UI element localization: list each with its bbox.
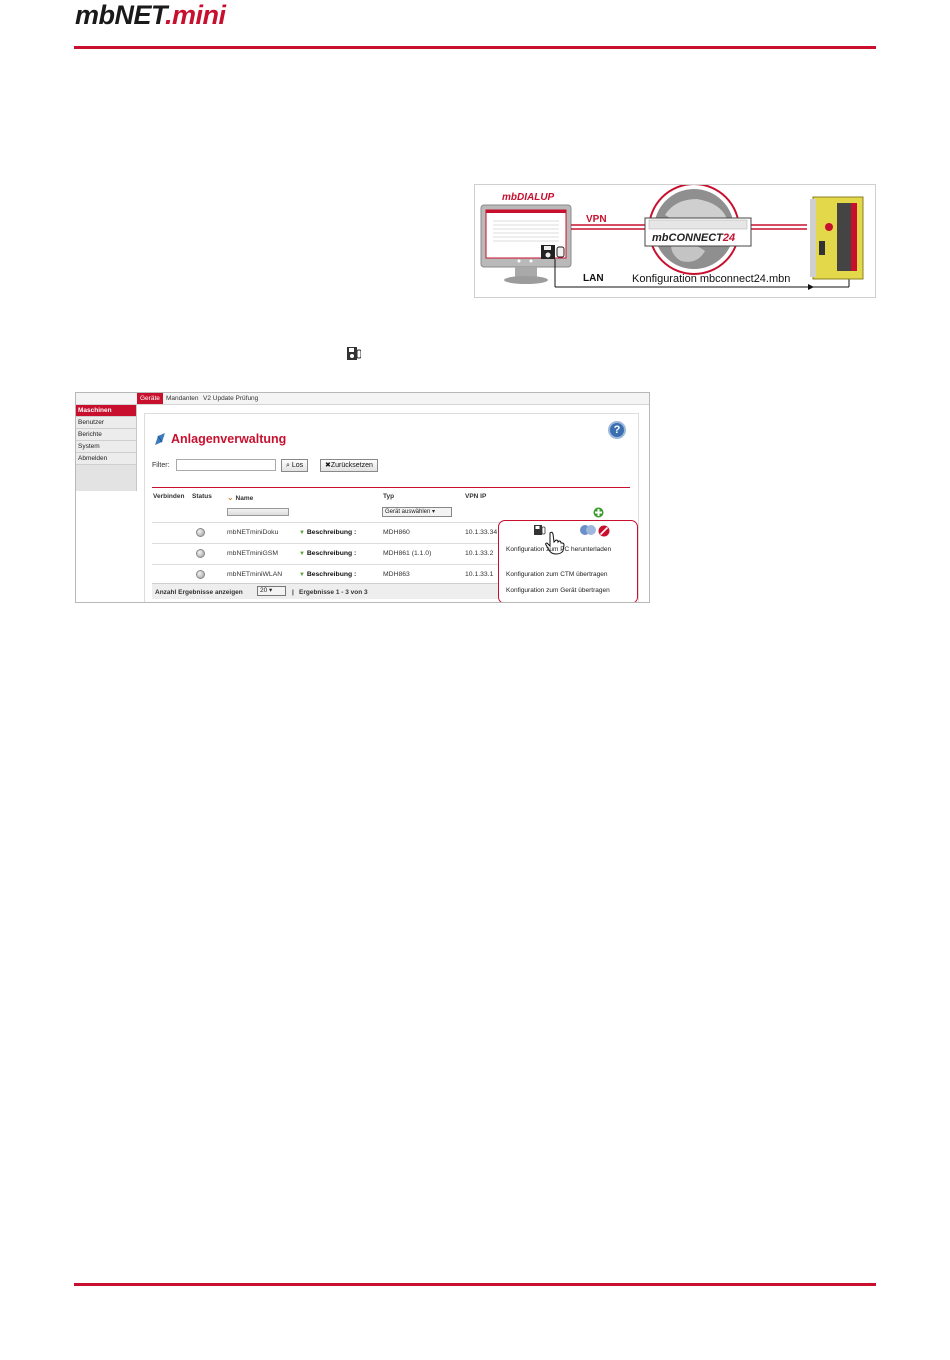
col-name[interactable] bbox=[227, 493, 253, 502]
filter-input[interactable] bbox=[176, 459, 276, 471]
dropdown-arrow-icon: ▾ bbox=[269, 587, 273, 594]
device-type-select-value: Gerät auswählen bbox=[385, 509, 431, 515]
floppy-save-icon bbox=[347, 347, 361, 361]
results-per-page-select[interactable] bbox=[257, 586, 286, 596]
row-description-label: Beschreibung : bbox=[306, 550, 357, 557]
status-icon bbox=[196, 549, 205, 558]
row-name: mbNETminiGSM bbox=[227, 550, 278, 557]
status-icon bbox=[196, 570, 205, 579]
device-type-select[interactable] bbox=[382, 507, 452, 517]
dropdown-arrow-icon: ▾ bbox=[432, 509, 436, 515]
row-type: MDH863 bbox=[383, 571, 410, 578]
results-separator: | bbox=[292, 589, 294, 596]
header-rule bbox=[74, 46, 876, 49]
tab-v2-update[interactable]: V2 Update Prüfung bbox=[203, 395, 259, 402]
row-ip: 10.1.33.34 bbox=[465, 529, 498, 536]
network-diagram bbox=[474, 184, 876, 298]
sidebar-item-abmelden[interactable]: Abmelden bbox=[76, 453, 136, 465]
sidebar-item-maschinen[interactable]: Maschinen bbox=[76, 405, 136, 417]
tab-geraete[interactable]: Geräte bbox=[137, 393, 163, 404]
top-navigation bbox=[76, 393, 650, 405]
logo bbox=[75, 0, 226, 31]
row-description-label: Beschreibung : bbox=[306, 571, 357, 578]
help-icon[interactable]: ? bbox=[608, 421, 626, 439]
menu-item-download-pc[interactable]: Konfiguration zum PC herunterladen bbox=[506, 546, 612, 553]
dialup-label: mbDIALUP bbox=[502, 192, 555, 203]
search-icon: ⌕ bbox=[286, 462, 290, 469]
mbconnect-label bbox=[652, 232, 735, 244]
row-description[interactable] bbox=[299, 550, 356, 557]
expand-arrow-icon: ▼ bbox=[299, 530, 305, 536]
results-per-page-value: 20 bbox=[260, 587, 268, 594]
close-icon: ✖ bbox=[325, 462, 331, 469]
row-name: mbNETminiWLAN bbox=[227, 571, 283, 578]
row-type: MDH860 bbox=[383, 529, 410, 536]
config-file-label: Konfiguration mbconnect24.mbn bbox=[632, 273, 791, 285]
add-icon[interactable] bbox=[593, 507, 604, 518]
vpn-label: VPN bbox=[586, 214, 607, 225]
logo-text-main: mbNET bbox=[75, 0, 165, 30]
menu-item-transfer-ctm[interactable]: Konfiguration zum CTM übertragen bbox=[506, 571, 608, 578]
col-name-label: Name bbox=[235, 495, 254, 502]
row-description[interactable] bbox=[299, 529, 356, 536]
portal-screenshot bbox=[75, 392, 650, 603]
sidebar-item-benutzer[interactable]: Benutzer bbox=[76, 417, 136, 429]
row-description[interactable] bbox=[299, 571, 356, 578]
row-type: MDH861 (1.1.0) bbox=[383, 550, 432, 557]
edit-icon bbox=[580, 525, 596, 535]
name-filter-input[interactable] bbox=[227, 508, 289, 516]
row-name: mbNETminiDoku bbox=[227, 529, 279, 536]
logo-text-suffix: .mini bbox=[165, 0, 226, 30]
results-per-page-label: Anzahl Ergebnisse anzeigen bbox=[155, 589, 243, 596]
machine-admin-icon bbox=[153, 432, 167, 446]
col-vpn-ip: VPN IP bbox=[465, 493, 487, 500]
delete-icon bbox=[599, 526, 610, 537]
table-header-rule bbox=[152, 487, 630, 488]
tab-mandanten[interactable]: Mandanten bbox=[166, 395, 199, 402]
row-ip: 10.1.33.1 bbox=[465, 571, 494, 578]
sort-down-icon: ⌄ bbox=[227, 493, 234, 502]
menu-item-transfer-device[interactable]: Konfiguration zum Gerät übertragen bbox=[506, 587, 610, 594]
status-icon bbox=[196, 528, 205, 537]
expand-arrow-icon: ▼ bbox=[299, 551, 305, 557]
lan-label: LAN bbox=[583, 273, 604, 284]
reset-button-label: Zurücksetzen bbox=[330, 462, 373, 469]
page-title: Anlagenverwaltung bbox=[171, 432, 287, 446]
col-connect: Verbinden bbox=[153, 493, 185, 500]
mbconnect-text: mbCONNECT bbox=[652, 232, 723, 244]
sidebar bbox=[76, 405, 137, 491]
row-description-label: Beschreibung : bbox=[306, 529, 357, 536]
reset-button[interactable] bbox=[320, 459, 378, 472]
sidebar-item-system[interactable]: System bbox=[76, 441, 136, 453]
sidebar-item-berichte[interactable]: Berichte bbox=[76, 429, 136, 441]
mbconnect-number: 24 bbox=[722, 232, 736, 244]
col-type: Typ bbox=[383, 493, 395, 500]
col-status: Status bbox=[192, 493, 212, 500]
results-count: Ergebnisse 1 - 3 von 3 bbox=[299, 589, 368, 596]
search-button-label: Los bbox=[291, 462, 304, 469]
search-button[interactable] bbox=[281, 459, 308, 472]
row-ip: 10.1.33.2 bbox=[465, 550, 494, 557]
filter-label: Filter: bbox=[152, 462, 170, 469]
footer-rule bbox=[74, 1283, 876, 1286]
expand-arrow-icon: ▼ bbox=[299, 572, 305, 578]
